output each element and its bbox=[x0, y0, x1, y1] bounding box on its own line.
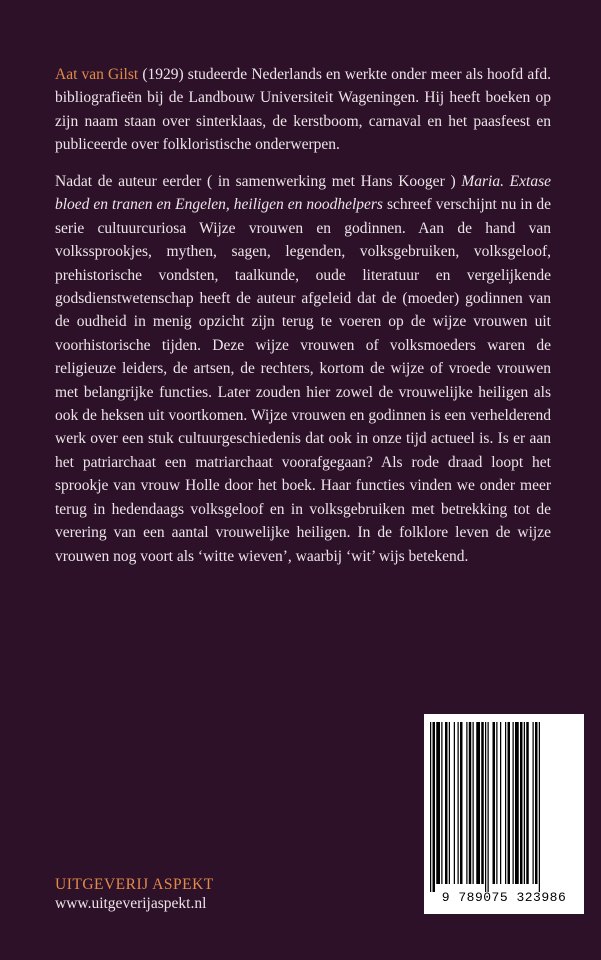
barcode-bar bbox=[476, 722, 480, 884]
publisher-url: www.uitgeverijaspekt.nl bbox=[55, 895, 207, 912]
description-body: schreef verschijnt nu in de serie cultuurcuriosa Wijze vrouwen en godinnen. Aan de hand van volkssprookjes, mythen, sagen, legenden, volksgebruiken, volksgeloof, prehistorische vondsten, taalkunde, oude literatuur en vergelijkende godsdienstwetenschap heeft de auteur afgeleid dat de (moeder) godinnen van de oudheid in menig opzicht zijn terug te voeren op de wijze vrouwen uit voorhistorische tijden. Deze wijze vrouwen of volksmoeders waren de religieuze leiders, de artsen, de rechters, kortom de wijze of vroede vrouwen met belangrijke functies. Later zouden hier zowel de vrouwelijke heiligen als ook de heksen uit voortkomen. Wijze vrouwen en godinnen is een verhelderend werk over een stuk cultuurgeschiedenis dat ook in onze tijd actueel is. Is er aan het patriarchaat een matriarchaat voorafgegaan? Als rode draad loopt het sprookje van vrouw Holle door het boek. Haar functies vinden we onder meer terug in hedendaags volksgeloof en in volksgebruiken met betrekking tot de verering van een aantal vrouwelijke heiligen. In de folklore leven de wijze vrouwen nog voort als ‘witte wieven’, waarbij ‘wit’ wijs betekend. bbox=[55, 196, 551, 565]
barcode-bar bbox=[433, 722, 436, 892]
barcode-bar bbox=[513, 722, 514, 884]
publisher-block bbox=[55, 876, 214, 914]
barcode-bar bbox=[505, 722, 506, 884]
barcode-bar bbox=[441, 722, 442, 884]
barcode-bar bbox=[469, 722, 472, 884]
barcode-bar bbox=[526, 722, 529, 884]
description-intro: Nadat de auteur eerder ( in samenwerking met Hans Kooger ) bbox=[55, 173, 462, 190]
barcode-bar bbox=[460, 722, 463, 884]
barcode-bar bbox=[539, 722, 540, 892]
barcode-bar bbox=[449, 722, 450, 884]
previous-book-title: Maria. Extase bloed en tranen en Engelen, heiligen en noodhelpers bbox=[55, 173, 551, 214]
author-bio bbox=[55, 63, 551, 157]
isbn-digits: 9 789075 323986 bbox=[441, 890, 567, 905]
barcode-bar bbox=[535, 722, 538, 884]
isbn-barcode bbox=[424, 714, 584, 914]
barcode-bar bbox=[493, 722, 496, 884]
publisher-name: UITGEVERIJ ASPEKT bbox=[55, 876, 214, 893]
barcode-bar bbox=[520, 722, 523, 884]
book-description bbox=[55, 170, 551, 568]
author-name: Aat van Gilst bbox=[55, 66, 139, 83]
barcode-bar bbox=[508, 722, 511, 884]
barcode-bar bbox=[496, 722, 497, 884]
barcode-bar bbox=[466, 722, 467, 884]
barcode-bar bbox=[445, 722, 448, 884]
barcode-bar bbox=[430, 722, 431, 892]
barcode-bar bbox=[524, 722, 525, 884]
barcode-bar bbox=[481, 722, 484, 884]
barcode-bars bbox=[424, 714, 584, 914]
barcode-bar bbox=[473, 722, 474, 884]
barcode-bar bbox=[488, 722, 489, 892]
barcode-bar bbox=[485, 722, 486, 892]
barcode-bar bbox=[454, 722, 455, 884]
barcode-bar bbox=[500, 722, 501, 884]
author-bio-text: (1929) studeerde Nederlands en werkte onder meer als hoofd afd. bibliografieën bij de Landbouw Universiteit Wageningen. Hij heeft boeken op zijn naam staan over sinterklaas, de kerstboom, carnaval en het paasfeest en publiceerde over folkloristische onderwerpen. bbox=[55, 66, 551, 154]
barcode-bar bbox=[458, 722, 459, 884]
barcode-bar bbox=[533, 722, 534, 884]
barcode-bar bbox=[515, 722, 519, 884]
barcode-bar bbox=[436, 722, 440, 884]
